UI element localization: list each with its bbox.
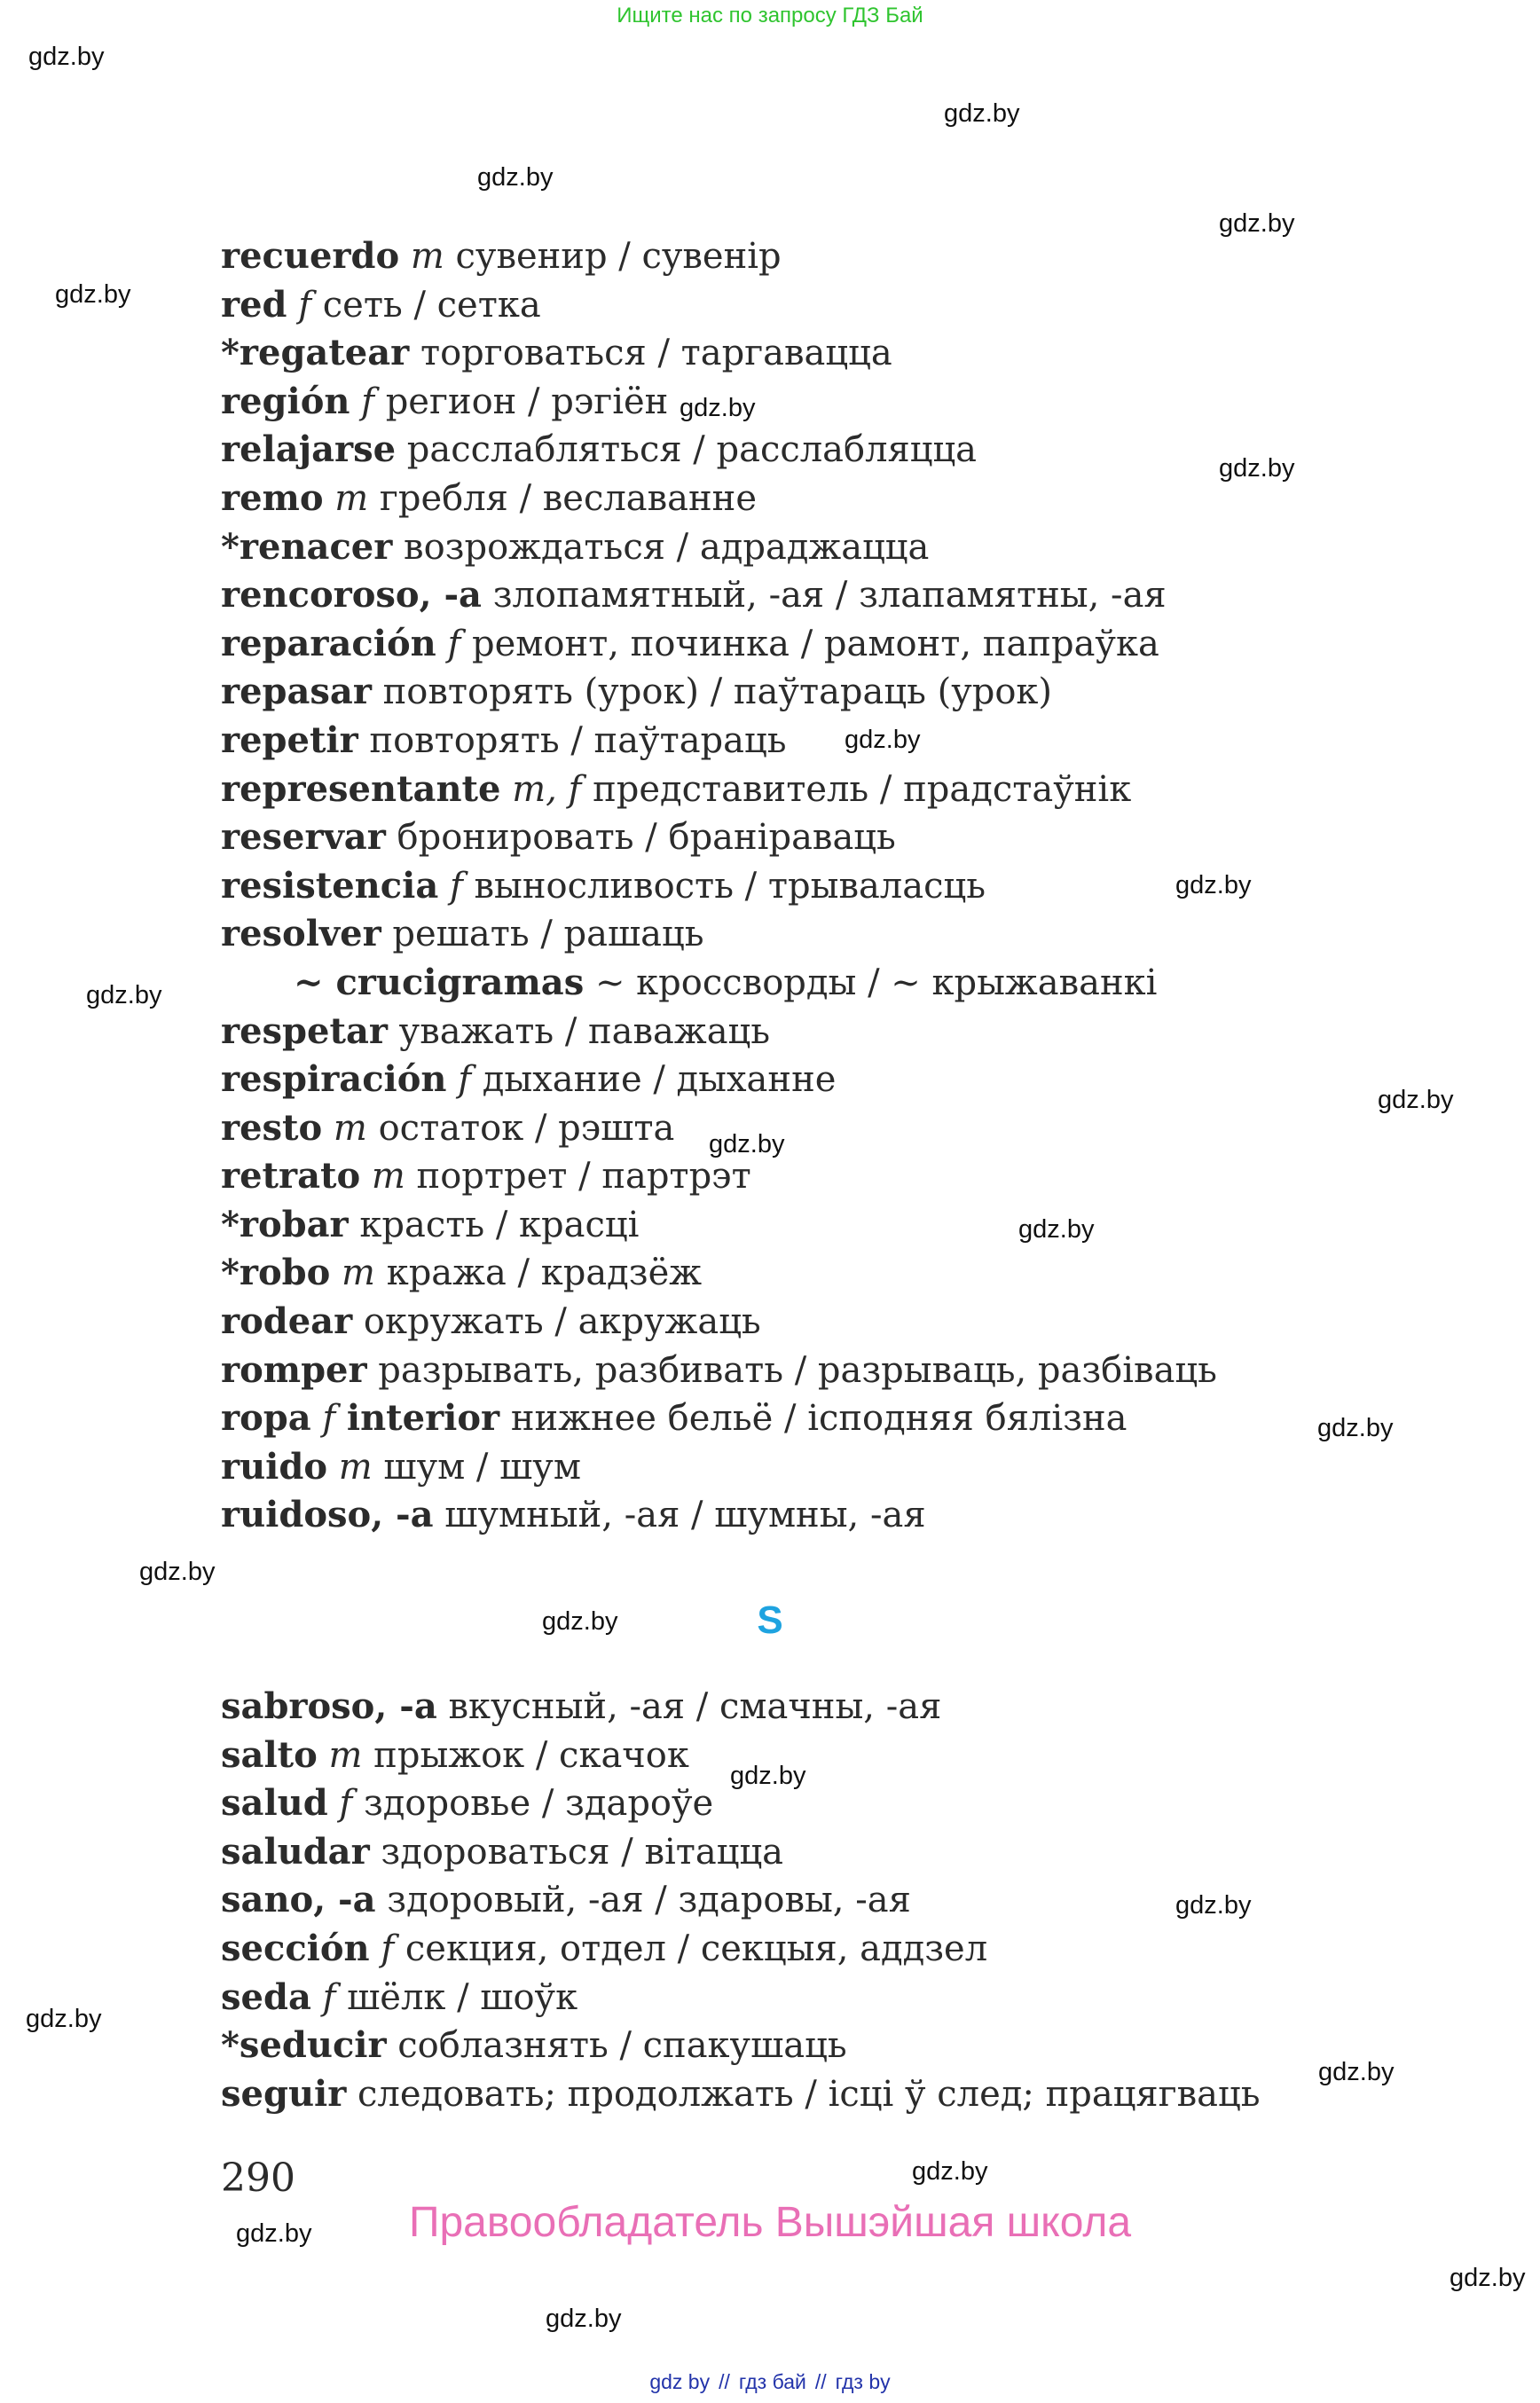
dictionary-entry <box>221 1974 1374 2022</box>
watermark: gdz.by <box>28 43 105 71</box>
entry-grammar-mark: m <box>338 1446 373 1488</box>
dictionary-entry <box>221 2022 1374 2070</box>
dictionary-entry <box>221 1925 1374 1974</box>
entry-translation: соблазнять / спакушаць <box>397 2025 847 2067</box>
bottom-link[interactable]: гдз by <box>835 2370 891 2393</box>
entry-headword: resto <box>221 1106 323 1149</box>
entry-headword: sano, -a <box>221 1879 376 1921</box>
entry-headword-continued: interior <box>346 1397 500 1440</box>
entry-headword: respiración <box>221 1058 447 1101</box>
entry-headword: recuerdo <box>221 235 400 277</box>
entry-translation: уважать / паважаць <box>398 1010 771 1052</box>
entry-translation: кража / крадзёж <box>386 1253 703 1294</box>
entry-translation: повторять (урок) / паўтараць (урок) <box>382 671 1053 713</box>
entry-headword: *seducir <box>221 2024 387 2067</box>
entry-headword: reservar <box>221 816 386 859</box>
watermark: gdz.by <box>1175 1891 1252 1920</box>
dictionary-entry <box>221 1104 1374 1153</box>
entry-translation: шум / шум <box>383 1446 581 1488</box>
entry-translation: шумный, -ая / шумны, -ая <box>444 1495 926 1536</box>
entry-translation: регион / рэгiён <box>385 381 669 422</box>
dictionary-entry <box>221 1828 1374 1877</box>
dictionary-entry <box>221 620 1374 669</box>
dictionary-entry <box>221 1876 1374 1925</box>
dictionary-entry <box>221 862 1374 911</box>
entry-headword: salto <box>221 1733 318 1776</box>
entry-grammar-mark: m <box>342 1253 375 1294</box>
entry-translation: окружать / акружаць <box>363 1301 761 1343</box>
watermark: gdz.by <box>477 163 554 192</box>
entry-translation: следовать; продолжать / ісці ў след; працягваць <box>358 2073 1261 2115</box>
dictionary-entry <box>221 1008 1374 1056</box>
entry-headword: reparación <box>221 622 436 664</box>
watermark: gdz.by <box>1175 871 1252 899</box>
entry-translation: шёлк / шоўк <box>347 1976 578 2018</box>
entry-translation: портрет / партрэт <box>416 1156 751 1198</box>
watermark: gdz.by <box>680 394 756 422</box>
dictionary-entry <box>221 1056 1374 1104</box>
watermark: gdz.by <box>1219 454 1295 483</box>
entry-translation: нижнее бельё / ісподняя бялізна <box>510 1398 1128 1440</box>
section-letter: S <box>757 1598 783 1642</box>
entry-headword: sabroso, -a <box>221 1685 437 1727</box>
watermark: gdz.by <box>1219 209 1295 238</box>
entry-translation: прыжок / скачок <box>373 1734 689 1776</box>
watermark: gdz.by <box>1450 2264 1526 2292</box>
entry-headword: *robo <box>221 1252 331 1294</box>
entry-grammar-mark: f <box>322 1976 336 2018</box>
watermark: gdz.by <box>542 1607 618 1636</box>
entry-translation: злопамятный, -ая / злапамятны, -ая <box>492 575 1167 616</box>
bottom-links <box>0 2370 1540 2394</box>
entry-translation: вкусный, -ая / смачны, -ая <box>448 1686 942 1727</box>
entry-translation: секция, отдел / секцыя, аддзел <box>405 1928 988 1969</box>
bottom-link[interactable]: gdz by <box>649 2370 711 2393</box>
dictionary-entry <box>221 1201 1374 1250</box>
entry-translation: решать / рашаць <box>392 914 704 955</box>
entry-translation: бронировать / браніраваць <box>397 817 896 859</box>
watermark: gdz.by <box>1317 1414 1394 1442</box>
watermark: gdz.by <box>55 280 131 309</box>
top-banner[interactable]: Ищите нас по запросу ГДЗ Бай <box>617 4 923 27</box>
entry-headword: *robar <box>221 1203 349 1245</box>
entry-translation: ~ кроссворды / ~ крыжаванкі <box>594 962 1158 1003</box>
dictionary-entry <box>221 378 1374 427</box>
entry-headword: sección <box>221 1927 370 1969</box>
entry-headword: resolver <box>221 913 381 955</box>
entry-translation: гребля / веславанне <box>379 477 757 519</box>
watermark: gdz.by <box>26 2005 102 2033</box>
entry-headword: *regatear <box>221 332 410 374</box>
dictionary-entry <box>221 813 1374 862</box>
dictionary-entry <box>221 1443 1374 1492</box>
dictionary-entry <box>221 1779 1374 1828</box>
dictionary-entry <box>221 1249 1374 1298</box>
entry-grammar-mark: m <box>371 1156 405 1198</box>
entry-headword: remo <box>221 476 324 519</box>
entry-headword: representante <box>221 767 501 810</box>
watermark: gdz.by <box>730 1762 806 1790</box>
dictionary-entry <box>221 910 1374 959</box>
entry-headword: ruidoso, -a <box>221 1494 434 1536</box>
watermark: gdz.by <box>1318 2058 1395 2086</box>
entry-translation: разрывать, разбивать / разрываць, разбіваць <box>378 1349 1217 1391</box>
dictionary-entry <box>221 329 1374 378</box>
entry-headword: retrato <box>221 1155 361 1198</box>
watermark: gdz.by <box>709 1130 785 1158</box>
copyright-notice: Правообладатель Вышэйшая школа <box>408 2199 1132 2246</box>
dictionary-entry <box>221 1491 1374 1540</box>
entry-headword: ~ crucigramas <box>294 961 585 1003</box>
entry-headword: red <box>221 283 287 326</box>
watermark: gdz.by <box>546 2305 622 2333</box>
entry-translation: дыхание / дыханне <box>482 1059 837 1101</box>
dictionary-entry <box>221 959 1374 1008</box>
entry-grammar-mark: m <box>334 477 369 519</box>
dictionary-entry <box>221 668 1374 717</box>
dictionary-entries-r <box>221 232 1374 1540</box>
entry-headword: *renacer <box>221 525 393 568</box>
dictionary-entry <box>221 475 1374 523</box>
dictionary-entry <box>221 1394 1374 1443</box>
entry-translation: возрождаться / адраджацца <box>404 526 930 568</box>
entry-translation: здороваться / вітацца <box>381 1831 784 1873</box>
entry-translation: здоровый, -ая / здаровы, -ая <box>387 1880 911 1921</box>
entry-grammar-mark: f <box>298 284 312 326</box>
watermark: gdz.by <box>944 99 1020 128</box>
entry-headword: ruido <box>221 1445 327 1488</box>
entry-translation: выносливость / трываласць <box>474 865 986 907</box>
dictionary-entry <box>221 571 1374 620</box>
entry-grammar-mark: f <box>322 1398 336 1440</box>
entry-headword: romper <box>221 1348 367 1391</box>
entry-headword: saludar <box>221 1830 370 1873</box>
dictionary-entry <box>221 1152 1374 1201</box>
entry-headword: rodear <box>221 1300 353 1343</box>
entry-translation: повторять / паўтараць <box>369 719 787 761</box>
entry-translation: сеть / сетка <box>322 284 541 326</box>
entry-grammar-mark: f <box>381 1928 395 1969</box>
dictionary-entry <box>221 2070 1374 2119</box>
entry-headword: repetir <box>221 719 358 761</box>
entry-headword: respetar <box>221 1009 388 1052</box>
dictionary-entry <box>221 1683 1374 1732</box>
entry-headword: salud <box>221 1782 328 1825</box>
watermark: gdz.by <box>236 2219 312 2248</box>
entry-grammar-mark: f <box>339 1783 353 1825</box>
dictionary-entry <box>221 426 1374 475</box>
entry-headword: seda <box>221 1975 311 2018</box>
link-separator: // <box>719 2370 730 2393</box>
entry-headword: relajarse <box>221 428 397 471</box>
entry-grammar-mark: m <box>410 236 444 277</box>
page-number: 290 <box>221 2156 295 2201</box>
link-separator: // <box>814 2370 827 2393</box>
entry-translation: здоровье / здароўе <box>363 1783 714 1825</box>
watermark: gdz.by <box>845 726 921 754</box>
entry-translation: остаток / рэшта <box>378 1107 675 1149</box>
entry-grammar-mark: m, f <box>512 768 582 810</box>
dictionary-entry <box>221 1732 1374 1780</box>
entry-translation: красть / красці <box>359 1204 640 1245</box>
entry-grammar-mark: f <box>449 865 463 907</box>
bottom-link[interactable]: гдз бай <box>738 2370 806 2393</box>
dictionary-entry <box>221 232 1374 281</box>
watermark: gdz.by <box>139 1558 216 1586</box>
watermark: gdz.by <box>912 2157 988 2186</box>
entry-grammar-mark: f <box>447 623 461 664</box>
entry-headword: rencoroso, -a <box>221 574 482 616</box>
entry-grammar-mark: f <box>458 1059 472 1101</box>
watermark: gdz.by <box>1018 1215 1095 1244</box>
entry-headword: región <box>221 380 350 422</box>
watermark: gdz.by <box>1378 1086 1454 1114</box>
dictionary-entries-s <box>221 1683 1374 2118</box>
watermark: gdz.by <box>86 981 162 1009</box>
dictionary-entry <box>221 523 1374 572</box>
entry-translation: ремонт, починка / рамонт, папраўка <box>471 623 1159 664</box>
entry-headword: ropa <box>221 1397 311 1440</box>
dictionary-entry <box>221 281 1374 330</box>
entry-translation: представитель / прадстаўнік <box>593 768 1132 810</box>
entry-headword: repasar <box>221 671 372 713</box>
dictionary-entry <box>221 717 1374 766</box>
entry-headword: resistencia <box>221 864 439 907</box>
dictionary-entry <box>221 766 1374 814</box>
dictionary-entry <box>221 1298 1374 1347</box>
dictionary-entry <box>221 1347 1374 1395</box>
entry-grammar-mark: f <box>361 381 374 422</box>
entry-grammar-mark: m <box>328 1734 363 1776</box>
entry-translation: сувенир / сувенір <box>455 236 782 277</box>
entry-translation: торговаться / таргавацца <box>420 333 892 374</box>
entry-headword: seguir <box>221 2072 347 2115</box>
entry-translation: расслабляться / расслабляцца <box>406 429 978 471</box>
entry-grammar-mark: m <box>333 1107 367 1149</box>
